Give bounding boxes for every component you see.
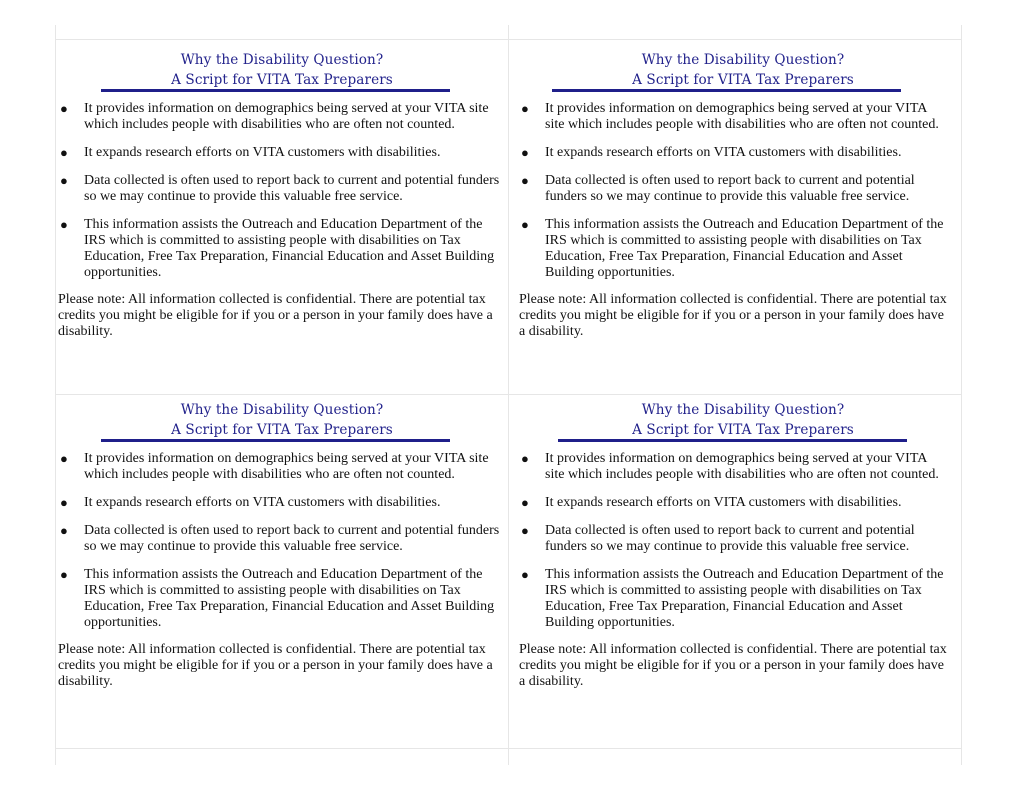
list-item	[58, 173, 506, 205]
script-card-bottom-right	[519, 400, 949, 690]
list-item	[58, 101, 506, 133]
list-item	[519, 173, 949, 205]
bullet-icon: ●	[521, 173, 529, 188]
bullet-icon: ●	[521, 145, 529, 160]
list-item-text: It expands research efforts on VITA customers with disabilities.	[545, 145, 902, 160]
list-item-text: It expands research efforts on VITA customers with disabilities.	[84, 145, 441, 160]
list-item	[519, 145, 949, 161]
list-item	[519, 101, 949, 133]
list-item	[58, 145, 506, 161]
card-title-line1: Why the Disability Question?	[641, 52, 845, 68]
bullet-icon: ●	[521, 495, 529, 510]
confidentiality-note: Please note: All information collected is confidential. There are potential tax credits you might be eligible for if you or a person in your family does have a disability.	[58, 292, 493, 339]
list-item	[58, 451, 506, 483]
list-item	[58, 523, 506, 555]
reason-list	[58, 451, 506, 631]
list-item-text: This information assists the Outreach and Education Department of the IRS which is committed to assisting people with disabilities on Tax Education, Free Tax Preparation, Financial Education and Asset Building opportunities.	[545, 217, 944, 280]
bullet-icon: ●	[60, 145, 68, 160]
bullet-icon: ●	[60, 217, 68, 232]
card-title-line2: A Script for VITA Tax Preparers	[171, 72, 393, 88]
list-item-text: It expands research efforts on VITA customers with disabilities.	[84, 495, 441, 510]
cut-line-center	[508, 25, 509, 765]
list-item	[519, 217, 949, 281]
bullet-icon: ●	[60, 567, 68, 582]
list-item-text: Data collected is often used to report back to current and potential funders so we may continue to provide this valuable free service.	[84, 523, 500, 554]
list-item	[519, 523, 949, 555]
list-item-text: Data collected is often used to report back to current and potential funders so we may continue to provide this valuable free service.	[545, 523, 915, 554]
list-item-text: It provides information on demographics being served at your VITA site which includes people with disabilities who are often not counted.	[84, 451, 489, 482]
card-title	[58, 50, 506, 90]
list-item-text: Data collected is often used to report back to current and potential funders so we may continue to provide this valuable free service.	[545, 173, 915, 204]
list-item-text: Data collected is often used to report back to current and potential funders so we may continue to provide this valuable free service.	[84, 173, 500, 204]
card-title-line2: A Script for VITA Tax Preparers	[632, 72, 854, 88]
list-item	[58, 567, 506, 631]
bullet-icon: ●	[521, 217, 529, 232]
bullet-icon: ●	[60, 451, 68, 466]
list-item	[519, 567, 949, 631]
cut-line-right	[961, 25, 962, 765]
list-item-text: It provides information on demographics being served at your VITA site which includes people with disabilities who are often not counted.	[84, 101, 489, 132]
card-title	[519, 400, 949, 440]
list-item	[58, 495, 506, 511]
list-item	[58, 217, 506, 281]
list-item-text: This information assists the Outreach and Education Department of the IRS which is committed to assisting people with disabilities on Tax Education, Free Tax Preparation, Financial Education and Asset Building opportunities.	[84, 567, 495, 630]
card-title-line1: Why the Disability Question?	[180, 402, 384, 418]
bullet-icon: ●	[521, 523, 529, 538]
bullet-icon: ●	[60, 495, 68, 510]
confidentiality-note: Please note: All information collected is confidential. There are potential tax credits you might be eligible for if you or a person in your family does have a disability.	[58, 642, 493, 689]
list-item	[519, 495, 949, 511]
bullet-icon: ●	[521, 567, 529, 582]
list-item-text: It provides information on demographics being served at your VITA site which includes people with disabilities who are often not counted.	[545, 451, 939, 482]
bullet-icon: ●	[60, 523, 68, 538]
cut-line-left	[55, 25, 56, 765]
reason-list	[58, 101, 506, 281]
reason-list	[519, 451, 949, 631]
card-title	[519, 50, 949, 90]
list-item-text: It provides information on demographics being served at your VITA site which includes people with disabilities who are often not counted.	[545, 101, 939, 132]
list-item	[519, 451, 949, 483]
bullet-icon: ●	[521, 451, 529, 466]
bullet-icon: ●	[60, 101, 68, 116]
card-title-line2: A Script for VITA Tax Preparers	[632, 422, 854, 438]
list-item-text: This information assists the Outreach and Education Department of the IRS which is committed to assisting people with disabilities on Tax Education, Free Tax Preparation, Financial Education and Asset Building opportunities.	[84, 217, 495, 280]
script-card-bottom-left	[58, 400, 506, 690]
card-title-line2: A Script for VITA Tax Preparers	[171, 422, 393, 438]
confidentiality-note: Please note: All information collected is confidential. There are potential tax credits you might be eligible for if you or a person in your family does have a disability.	[519, 642, 947, 689]
reason-list	[519, 101, 949, 281]
card-title	[58, 400, 506, 440]
bullet-icon: ●	[521, 101, 529, 116]
script-card-top-left	[58, 50, 506, 340]
card-title-line1: Why the Disability Question?	[180, 52, 384, 68]
card-title-line1: Why the Disability Question?	[641, 402, 845, 418]
list-item-text: This information assists the Outreach and Education Department of the IRS which is committed to assisting people with disabilities on Tax Education, Free Tax Preparation, Financial Education and Asset Building opportunities.	[545, 567, 944, 630]
script-card-top-right	[519, 50, 949, 340]
list-item-text: It expands research efforts on VITA customers with disabilities.	[545, 495, 902, 510]
confidentiality-note: Please note: All information collected is confidential. There are potential tax credits you might be eligible for if you or a person in your family does have a disability.	[519, 292, 947, 339]
bullet-icon: ●	[60, 173, 68, 188]
